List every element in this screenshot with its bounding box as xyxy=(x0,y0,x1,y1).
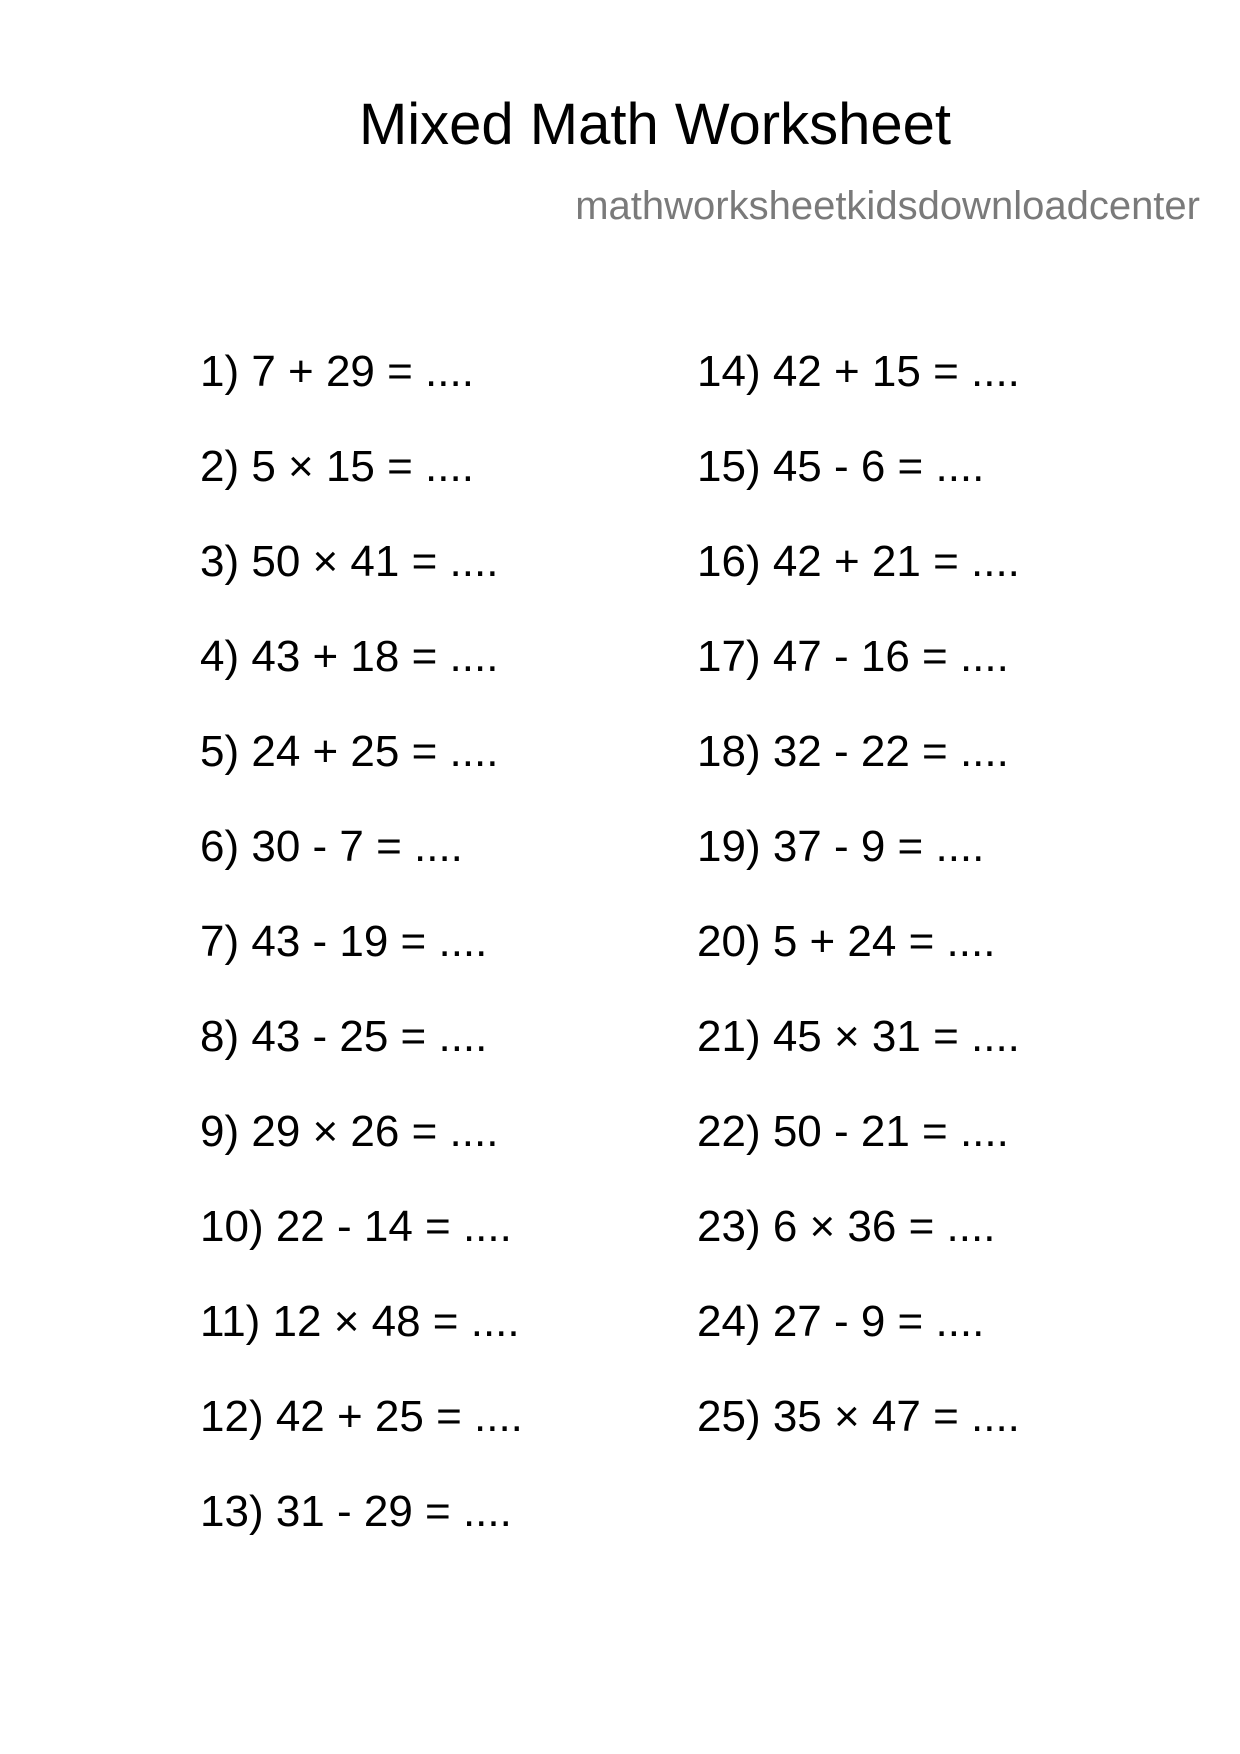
problem-21: 21) 45 × 31 = .... xyxy=(697,1012,1020,1061)
problem-9: 9) 29 × 26 = .... xyxy=(200,1107,499,1156)
problem-3: 3) 50 × 41 = .... xyxy=(200,537,499,586)
problem-25: 25) 35 × 47 = .... xyxy=(697,1392,1020,1441)
problem-20: 20) 5 + 24 = .... xyxy=(697,917,996,966)
problem-11: 11) 12 × 48 = .... xyxy=(200,1297,520,1346)
problem-7: 7) 43 - 19 = .... xyxy=(200,917,488,966)
problem-13: 13) 31 - 29 = .... xyxy=(200,1487,512,1536)
problem-14: 14) 42 + 15 = .... xyxy=(697,347,1020,396)
problem-2: 2) 5 × 15 = .... xyxy=(200,442,474,491)
problem-1: 1) 7 + 29 = .... xyxy=(200,347,474,396)
problem-8: 8) 43 - 25 = .... xyxy=(200,1012,488,1061)
problem-column-left xyxy=(200,347,523,1585)
problem-24: 24) 27 - 9 = .... xyxy=(697,1297,985,1346)
problem-6: 6) 30 - 7 = .... xyxy=(200,822,463,871)
problem-17: 17) 47 - 16 = .... xyxy=(697,632,1009,681)
problem-23: 23) 6 × 36 = .... xyxy=(697,1202,996,1251)
problem-4: 4) 43 + 18 = .... xyxy=(200,632,499,681)
page-title: Mixed Math Worksheet xyxy=(358,92,952,157)
problem-10: 10) 22 - 14 = .... xyxy=(200,1202,512,1251)
problem-19: 19) 37 - 9 = .... xyxy=(697,822,985,871)
problem-5: 5) 24 + 25 = .... xyxy=(200,727,499,776)
source-watermark: mathworksheetkidsdownloadcenter xyxy=(575,184,1200,228)
problem-22: 22) 50 - 21 = .... xyxy=(697,1107,1009,1156)
problem-16: 16) 42 + 21 = .... xyxy=(697,537,1020,586)
problem-18: 18) 32 - 22 = .... xyxy=(697,727,1009,776)
problem-12: 12) 42 + 25 = .... xyxy=(200,1392,523,1441)
problem-15: 15) 45 - 6 = .... xyxy=(697,442,985,491)
problem-column-right xyxy=(697,347,1020,1490)
